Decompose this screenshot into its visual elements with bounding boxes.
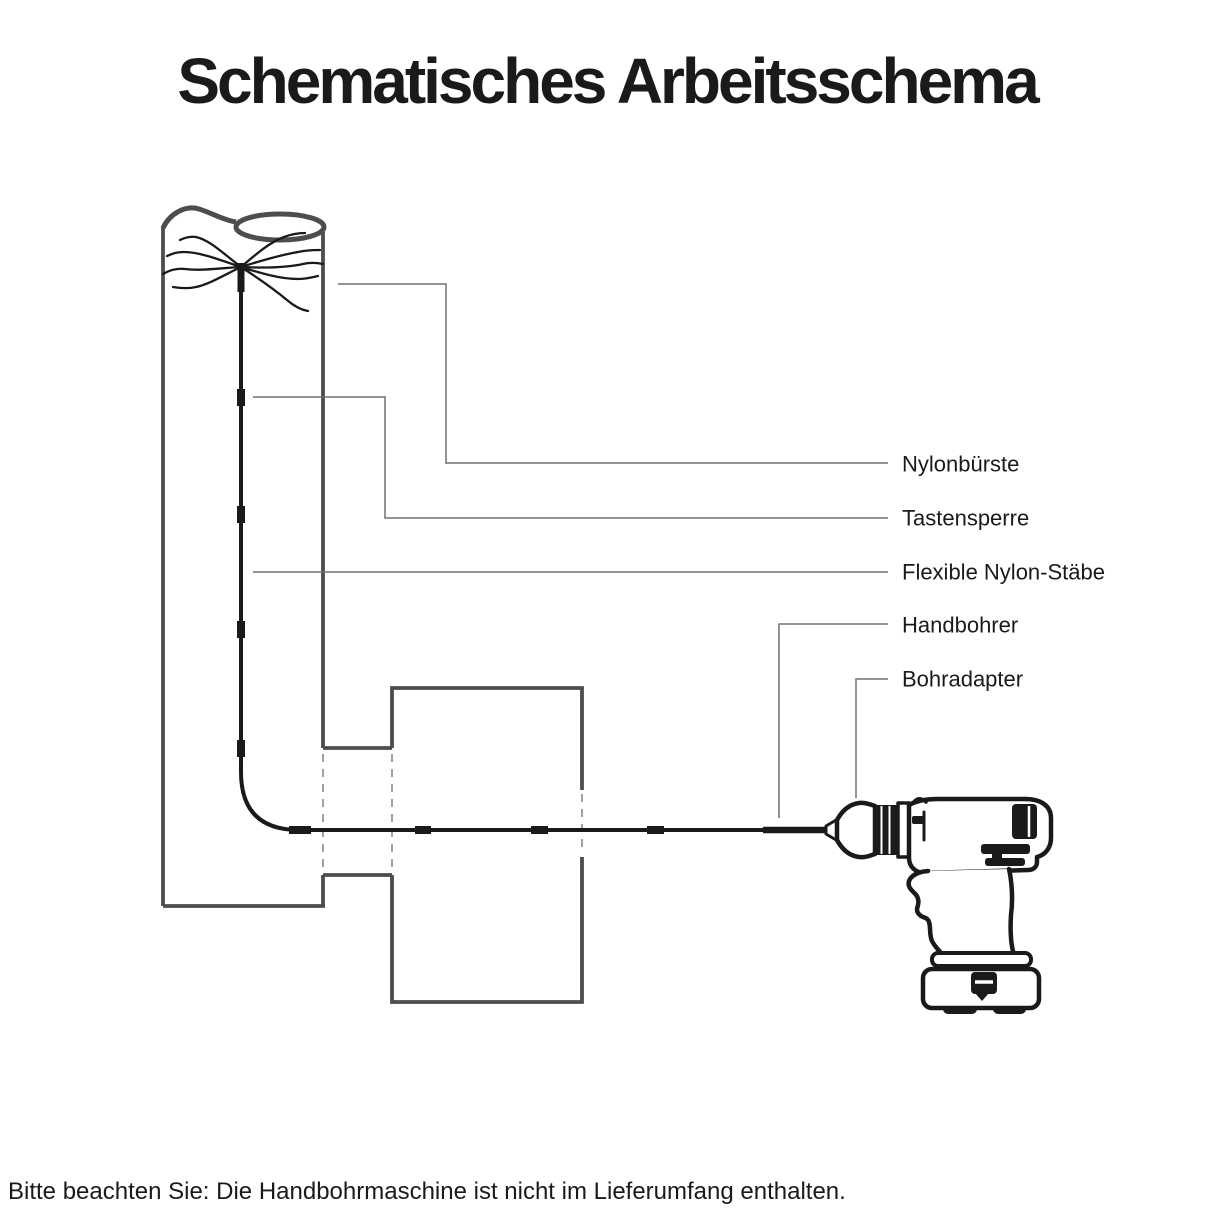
chimney-opening — [236, 214, 324, 240]
wall-box-lower-outline — [392, 857, 582, 1002]
leader-handbohrer — [779, 624, 888, 818]
drill-nose-cone — [837, 803, 875, 857]
selector-knob — [912, 816, 924, 824]
page-title: Schematisches Arbeitsschema — [177, 45, 1037, 117]
hidden-edge-dashes — [323, 754, 582, 871]
label-handbohrer: Handbohrer — [902, 612, 1019, 638]
bristle — [241, 250, 320, 267]
grille-bar-top — [981, 844, 1030, 854]
hand-drill — [826, 799, 1051, 1012]
leader-tastensperre — [253, 397, 888, 518]
footer-note: Bitte beachten Sie: Die Handbohrmaschine ist nicht im Lieferumfang enthalten. — [8, 1178, 846, 1205]
wall-box — [392, 688, 582, 1002]
grille-link — [992, 848, 1002, 862]
chimney-top-rim — [163, 208, 236, 228]
battery-collar — [932, 953, 1031, 966]
label-nylonbuerste: Nylonbürste — [902, 451, 1020, 477]
wall-box-upper-outline — [392, 688, 582, 790]
bristle — [241, 267, 308, 311]
leader-bohradapter — [856, 679, 888, 798]
diagram-labels — [902, 452, 1105, 692]
handle-back-edge — [1009, 869, 1013, 957]
label-bohradapter: Bohradapter — [902, 666, 1024, 692]
drill-chuck — [874, 805, 898, 855]
label-flexible-nylon-staebe: Flexible Nylon-Stäbe — [902, 559, 1105, 585]
leader-lines — [253, 284, 888, 818]
flexible-rod — [241, 263, 825, 830]
bristle — [241, 267, 318, 279]
grille-bar-bottom — [985, 858, 1025, 866]
motor-vent-block — [1012, 804, 1037, 839]
chimney-pipe — [163, 208, 392, 906]
leader-nylonbuerste — [338, 284, 888, 463]
rod-line — [241, 291, 763, 830]
handle-fill — [908, 869, 1013, 957]
label-tastensperre: Tastensperre — [902, 505, 1030, 531]
